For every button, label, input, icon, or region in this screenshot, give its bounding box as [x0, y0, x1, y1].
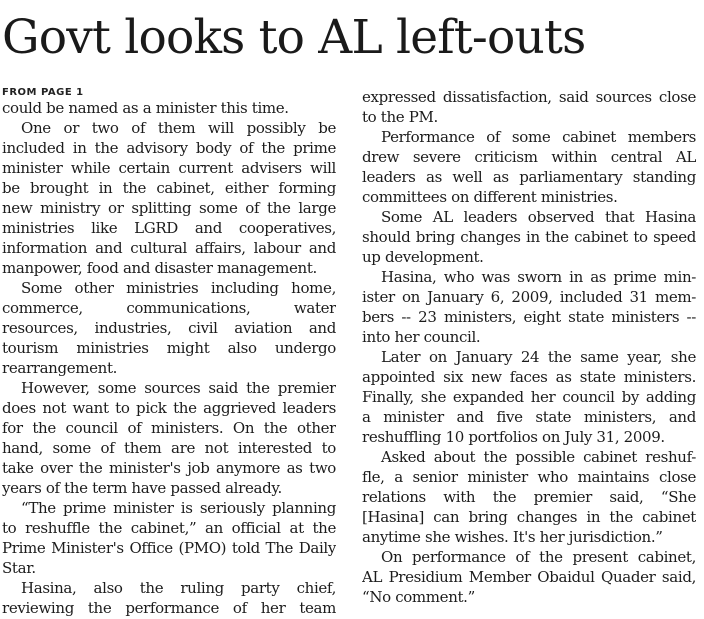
text-line: Some other ministries including home, — [21, 279, 336, 297]
text-line: into her council. — [362, 328, 481, 346]
text-line: minister while certain current advisers will — [2, 159, 336, 177]
text-line: [Hasina] can bring changes in the cabinet — [362, 508, 696, 526]
text-line: commerce, communications, water — [2, 299, 336, 317]
text-line: However, some sources said the premier — [21, 379, 336, 397]
text-line: information and cultural affairs, labour and — [2, 239, 336, 257]
text-line: relations with the premier said, “She — [362, 488, 696, 506]
text-line: take over the minister's job anymore as two — [2, 459, 336, 477]
text-line: Prime Minister's Office (PMO) told The Daily — [2, 539, 336, 557]
text-line: reshuffling 10 portfolios on July 31, 2009. — [362, 428, 665, 446]
text-line: Some AL leaders observed that Hasina — [381, 208, 696, 226]
text-line: included in the advisory body of the prime — [2, 139, 336, 157]
text-line: hand, some of them are not interested to — [2, 439, 336, 457]
text-line: a minister and five state ministers, and — [362, 408, 696, 426]
text-line: could be named as a minister this time. — [2, 99, 289, 117]
text-line: Finally, she expanded her council by adding — [362, 388, 696, 406]
text-line: for the council of ministers. On the other — [2, 419, 336, 437]
text-line: tourism ministries might also undergo — [2, 339, 336, 357]
text-line: Star. — [2, 559, 36, 577]
text-line: anytime she wishes. It's her jurisdiction.” — [362, 528, 663, 546]
text-line: Hasina, also the ruling party chief, — [21, 579, 336, 597]
text-line: reviewing the performance of her team — [2, 599, 336, 617]
text-line: committees on different ministries. — [362, 188, 618, 206]
text-line: “The prime minister is seriously planning — [21, 499, 336, 517]
text-line: leaders as well as parliamentary standing — [362, 168, 696, 186]
text-line: Hasina, who was sworn in as prime min- — [381, 268, 696, 286]
text-line: new ministry or splitting some of the large — [2, 199, 336, 217]
text-line: expressed dissatisfaction, said sources close — [362, 88, 696, 106]
text-line: appointed six new faces as state ministers. — [362, 368, 696, 386]
text-line: ministries like LGRD and cooperatives, — [2, 219, 336, 237]
text-line: to the PM. — [362, 108, 438, 126]
text-line: be brought in the cabinet, either forming — [2, 179, 336, 197]
text-line: up development. — [362, 248, 484, 266]
article-column-left — [2, 87, 336, 618]
article-column-right — [362, 87, 696, 607]
text-line: On performance of the present cabinet, — [381, 548, 696, 566]
text-line: Asked about the possible cabinet reshuf- — [381, 448, 696, 466]
text-line: Later on January 24 the same year, she — [381, 348, 696, 366]
article-headline: Govt looks to AL left-outs — [2, 10, 586, 65]
text-line: fle, a senior minister who maintains close — [362, 468, 696, 486]
text-line: Performance of some cabinet members — [381, 128, 696, 146]
text-line: bers -- 23 ministers, eight state ministers -- — [362, 308, 696, 326]
text-line: AL Presidium Member Obaidul Quader said, — [362, 568, 696, 586]
text-line: should bring changes in the cabinet to speed — [362, 228, 696, 246]
text-line: One or two of them will possibly be — [21, 119, 336, 137]
right-column-text — [362, 87, 696, 607]
text-line: resources, industries, civil aviation and — [2, 319, 336, 337]
text-line: drew severe criticism within central AL — [362, 148, 696, 166]
text-line: ister on January 6, 2009, included 31 mem- — [362, 288, 696, 306]
text-line: “No comment.” — [362, 588, 475, 606]
text-line: rearrangement. — [2, 359, 118, 377]
text-line: manpower, food and disaster management. — [2, 259, 317, 277]
text-line: to reshuffle the cabinet,” an official at the — [2, 519, 336, 537]
continuation-kicker: FROM PAGE 1 — [2, 87, 84, 98]
text-line: does not want to pick the aggrieved leaders — [2, 399, 336, 417]
text-line: years of the term have passed already. — [2, 479, 282, 497]
left-column-text — [2, 98, 336, 618]
